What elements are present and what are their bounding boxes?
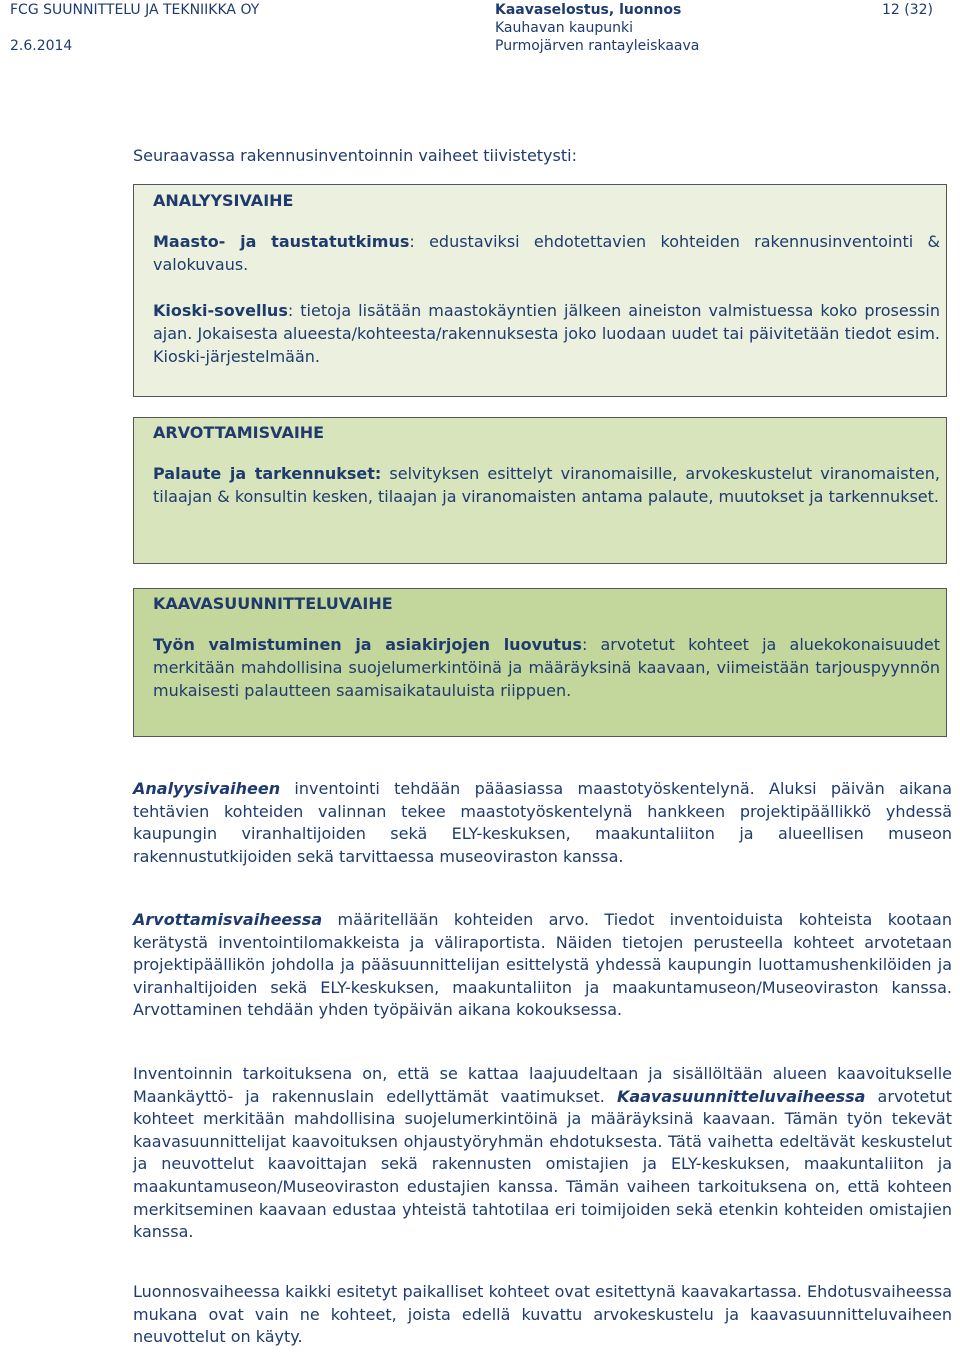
paragraph-text: määritellään kohteiden arvo. Tiedot inventoiduista kohteista kootaan kerätystä inventointilomakkeista ja väliraportista. Näiden tietojen perusteella kohteet arvotetaan projektipäällikön johdolla ja pääsuunnittelijan esittelystä yhdessä kaupungin luottamushenkilöiden ja viranhaltijoiden sekä ELY-keskuksen, maakuntaliiton ja maakuntamuseon/Museoviraston kanssa. Arvottaminen tehdään yhden työpäivän aikana kokouksessa.: [133, 910, 952, 1020]
phase-box-analysis: [133, 184, 947, 397]
header-center: [495, 0, 699, 55]
phase-item-text: : tietoja lisätään maastokäyntien jälkeen aineiston valmistuessa koko prosessin ajan. Jokaisesta alueesta/kohteesta/rakennuksesta joko luodaan uudet tai päivitetään tiedot esim. Kioski-järjestelmään.: [153, 301, 940, 366]
phase-title: KAAVASUUNNITTELUVAIHE: [153, 594, 393, 613]
phase-item-text: : edustaviksi ehdotettavien kohteiden rakennusinventointi & valokuvaus.: [153, 232, 940, 274]
paragraph-text: arvotetut kohteet merkitään mahdollisina suojelumerkintöinä ja määräyksinä kaavaan. Tämän työn tekevät kaavasuunnittelijat kaavoituksen ohjaustyöryhmän ehdotuksesta. Tätä vaihetta edeltävät keskustelut ja neuvottelut kaavoittajan sekä rakennusten omistajien ja ELY-keskuksen, maakuntaliiton ja maakuntamuseon/Museoviraston edustajien kanssa. Tämän vaiheen tarkoituksena on, että kohteen merkitseminen kaavaan edustaa yhteistä tahtotilaa eri toimijoiden sekä etenkin kohteiden omistajien kanssa.: [133, 1086, 953, 1242]
paragraph-text: inventointi tehdään pääasiassa maastotyöskentelynä. Aluksi päivän aikana tehtävien kohteiden valinnan tekee maastotyöskentelynä hankkeen projektipäällikkö yhdessä kaupungin viranhaltijoiden sekä ELY-keskuksen, maakuntaliiton ja alueellisen museon rakennustutkijoiden sekä tarvittaessa museoviraston kanssa.: [133, 779, 952, 866]
paragraph-evaluation: [133, 909, 952, 1022]
paragraph-planning: [133, 1063, 952, 1244]
header-left: [10, 0, 259, 55]
paragraph-analysis: [133, 778, 952, 868]
phase-title: ANALYYSIVAIHE: [153, 191, 294, 210]
spacer: [153, 444, 940, 462]
intro-text: Seuraavassa rakennusinventoinnin vaiheet tiivistetysti:: [133, 146, 577, 165]
emphasis-term: Arvottamisvaiheessa: [133, 910, 323, 929]
emphasis-term: Kaavasuunnitteluvaiheessa: [617, 1086, 866, 1106]
phase-item: [153, 299, 940, 368]
plan-name: Purmojärven rantayleiskaava: [495, 38, 700, 54]
phase-item: [153, 230, 940, 276]
phase-item: [153, 462, 940, 508]
organization-name: FCG SUUNNITTELU JA TEKNIIKKA OY: [10, 2, 260, 18]
phase-item-term: Palaute ja tarkennukset:: [153, 464, 382, 483]
phase-item-term: Työn valmistuminen ja asiakirjojen luovutus: [153, 635, 582, 654]
page-header: [0, 0, 960, 60]
phase-item-term: Kioski-sovellus: [153, 301, 288, 320]
phase-item: [153, 633, 940, 702]
phase-title: ARVOTTAMISVAIHE: [153, 423, 325, 442]
page-number: 12 (32): [882, 2, 934, 18]
spacer: [153, 212, 940, 230]
document-date: 2.6.2014: [10, 38, 73, 54]
spacer: [153, 276, 940, 299]
phase-box-planning: [133, 588, 947, 737]
spacer: [153, 615, 940, 633]
emphasis-term: Analyysivaiheen: [133, 779, 281, 798]
paragraph-draft-stage: [133, 1281, 952, 1349]
phase-item-text: selvityksen esittelyt viranomaisille, arvokeskustelut viranomaisten, tilaajan & konsultin kesken, tilaajan ja viranomaisten antama palaute, muutokset ja tarkennukset.: [153, 464, 940, 506]
phase-item-term: Maasto- ja taustatutkimus: [153, 232, 410, 251]
paragraph-text: Inventoinnin tarkoituksena on, että se kattaa laajuudeltaan ja sisällöltään alueen kaavoitukselle Maankäyttö- ja rakennuslain edellyttämät vaatimukset.: [133, 1064, 952, 1106]
phase-box-evaluation: [133, 417, 947, 564]
phase-item-text: : arvotetut kohteet ja aluekokonaisuudet merkitään mahdollisina suojelumerkintöinä ja määräyksinä kaavaan, viimeistään tarjouspyynnön mukaisesti palautteen saamisaikatauluista riippuen.: [153, 635, 940, 700]
paragraph-text: Luonnosvaiheessa kaikki esitetyt paikalliset kohteet ovat esitettynä kaavakartassa. Ehdotusvaiheessa mukana ovat vain ne kohteet, joista edellä kuvattu arvokeskustelu ja kaavasuunnitteluvaiheen neuvottelut on käyty.: [133, 1282, 952, 1347]
municipality-name: Kauhavan kaupunki: [495, 20, 633, 36]
document-title: Kaavaselostus, luonnos: [495, 2, 682, 18]
